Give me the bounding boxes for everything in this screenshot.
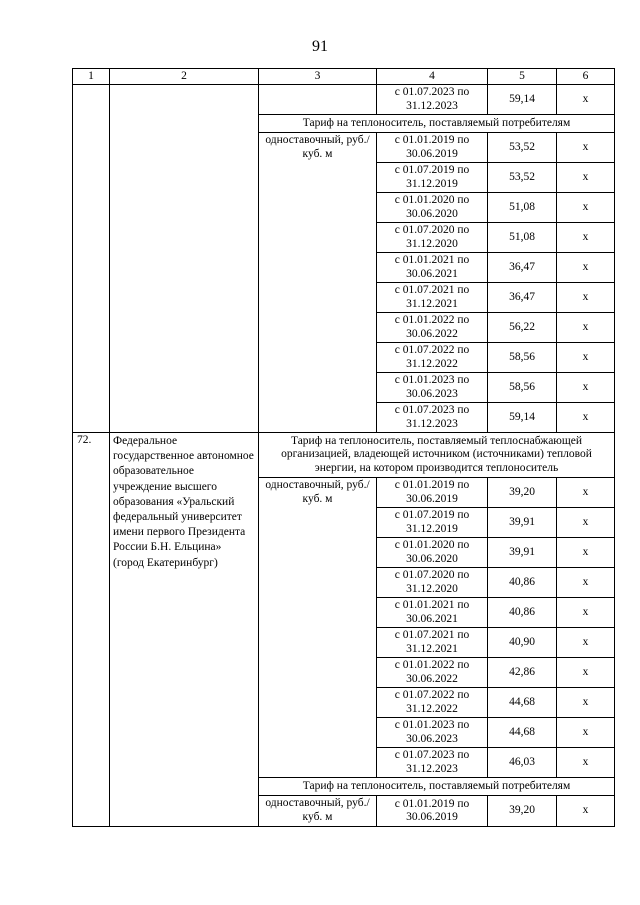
x-cell: х	[557, 688, 615, 718]
x-cell: х	[557, 343, 615, 373]
x-cell: х	[557, 313, 615, 343]
tariff-value-cell: 36,47	[488, 283, 557, 313]
tariff-value-cell: 44,68	[488, 688, 557, 718]
tariff-value-cell: 40,90	[488, 628, 557, 658]
period-cell: с 01.01.2021 по 30.06.2021	[377, 598, 488, 628]
x-cell: х	[557, 193, 615, 223]
x-cell: х	[557, 283, 615, 313]
tariff-table	[72, 68, 615, 827]
tariff-value-cell: 36,47	[488, 253, 557, 283]
column-header: 2	[110, 69, 259, 85]
period-cell: с 01.01.2019 по 30.06.2019	[377, 796, 488, 827]
x-cell: х	[557, 718, 615, 748]
tariff-value-cell: 53,52	[488, 133, 557, 163]
section-title: Тариф на теплоноситель, поставляемый потребителям	[259, 115, 615, 133]
period-cell: с 01.01.2023 по 30.06.2023	[377, 373, 488, 403]
tariff-value-cell: 39,20	[488, 478, 557, 508]
period-cell: с 01.07.2023 по 31.12.2023	[377, 85, 488, 115]
organization-cell-empty	[110, 85, 259, 433]
x-cell: х	[557, 538, 615, 568]
tariff-value-cell: 40,86	[488, 598, 557, 628]
x-cell: х	[557, 796, 615, 827]
tariff-value-cell: 59,14	[488, 85, 557, 115]
period-cell: с 01.07.2021 по 31.12.2021	[377, 628, 488, 658]
x-cell: х	[557, 568, 615, 598]
organization-name: Федеральное государственное автономное образовательное учреждение высшего образования «Уральский федеральный университет имени первого Президента России Б.Н. Ельцина» (город Екатеринбург)	[110, 433, 259, 827]
unit-cell-empty	[259, 85, 377, 115]
x-cell: х	[557, 253, 615, 283]
period-cell: с 01.07.2020 по 31.12.2020	[377, 568, 488, 598]
column-header: 3	[259, 69, 377, 85]
x-cell: х	[557, 658, 615, 688]
period-cell: с 01.01.2020 по 30.06.2020	[377, 193, 488, 223]
period-cell: с 01.07.2021 по 31.12.2021	[377, 283, 488, 313]
x-cell: х	[557, 478, 615, 508]
period-cell: с 01.01.2019 по 30.06.2019	[377, 133, 488, 163]
column-header: 6	[557, 69, 615, 85]
unit-cell: одноставочный, руб./куб. м	[259, 478, 377, 778]
tariff-value-cell: 42,86	[488, 658, 557, 688]
period-cell: с 01.07.2020 по 31.12.2020	[377, 223, 488, 253]
tariff-value-cell: 39,91	[488, 508, 557, 538]
column-header: 4	[377, 69, 488, 85]
period-cell: с 01.07.2022 по 31.12.2022	[377, 688, 488, 718]
tariff-value-cell: 40,86	[488, 568, 557, 598]
tariff-value-cell: 53,52	[488, 163, 557, 193]
period-cell: с 01.07.2019 по 31.12.2019	[377, 163, 488, 193]
x-cell: х	[557, 85, 615, 115]
period-cell: с 01.01.2023 по 30.06.2023	[377, 718, 488, 748]
tariff-value-cell: 46,03	[488, 748, 557, 778]
x-cell: х	[557, 748, 615, 778]
tariff-value-cell: 59,14	[488, 403, 557, 433]
tariff-value-cell: 56,22	[488, 313, 557, 343]
section-row	[73, 433, 615, 478]
tariff-value-cell: 58,56	[488, 373, 557, 403]
page-number: 91	[312, 38, 328, 55]
column-header: 5	[488, 69, 557, 85]
period-cell: с 01.07.2023 по 31.12.2023	[377, 403, 488, 433]
unit-cell: одноставочный, руб./куб. м	[259, 796, 377, 827]
unit-cell: одноставочный, руб./куб. м	[259, 133, 377, 433]
x-cell: х	[557, 133, 615, 163]
x-cell: х	[557, 223, 615, 253]
period-cell: с 01.07.2019 по 31.12.2019	[377, 508, 488, 538]
tariff-value-cell: 39,20	[488, 796, 557, 827]
table-row	[73, 85, 615, 115]
section-title: Тариф на теплоноситель, поставляемый теплоснабжающей организацией, владеющей источником (источниками) тепловой энергии, на котором производится теплоноситель	[259, 433, 615, 478]
period-cell: с 01.07.2023 по 31.12.2023	[377, 748, 488, 778]
number-cell-empty	[73, 85, 110, 433]
column-header: 1	[73, 69, 110, 85]
tariff-value-cell: 58,56	[488, 343, 557, 373]
x-cell: х	[557, 403, 615, 433]
period-cell: с 01.07.2022 по 31.12.2022	[377, 343, 488, 373]
period-cell: с 01.01.2021 по 30.06.2021	[377, 253, 488, 283]
tariff-value-cell: 44,68	[488, 718, 557, 748]
x-cell: х	[557, 628, 615, 658]
tariff-value-cell: 39,91	[488, 538, 557, 568]
tariff-value-cell: 51,08	[488, 223, 557, 253]
period-cell: с 01.01.2019 по 30.06.2019	[377, 478, 488, 508]
section-title: Тариф на теплоноситель, поставляемый потребителям	[259, 778, 615, 796]
period-cell: с 01.01.2022 по 30.06.2022	[377, 658, 488, 688]
x-cell: х	[557, 508, 615, 538]
x-cell: х	[557, 163, 615, 193]
entry-number: 72.	[73, 433, 110, 827]
header-row	[73, 69, 615, 85]
period-cell: с 01.01.2022 по 30.06.2022	[377, 313, 488, 343]
x-cell: х	[557, 598, 615, 628]
period-cell: с 01.01.2020 по 30.06.2020	[377, 538, 488, 568]
tariff-value-cell: 51,08	[488, 193, 557, 223]
x-cell: х	[557, 373, 615, 403]
